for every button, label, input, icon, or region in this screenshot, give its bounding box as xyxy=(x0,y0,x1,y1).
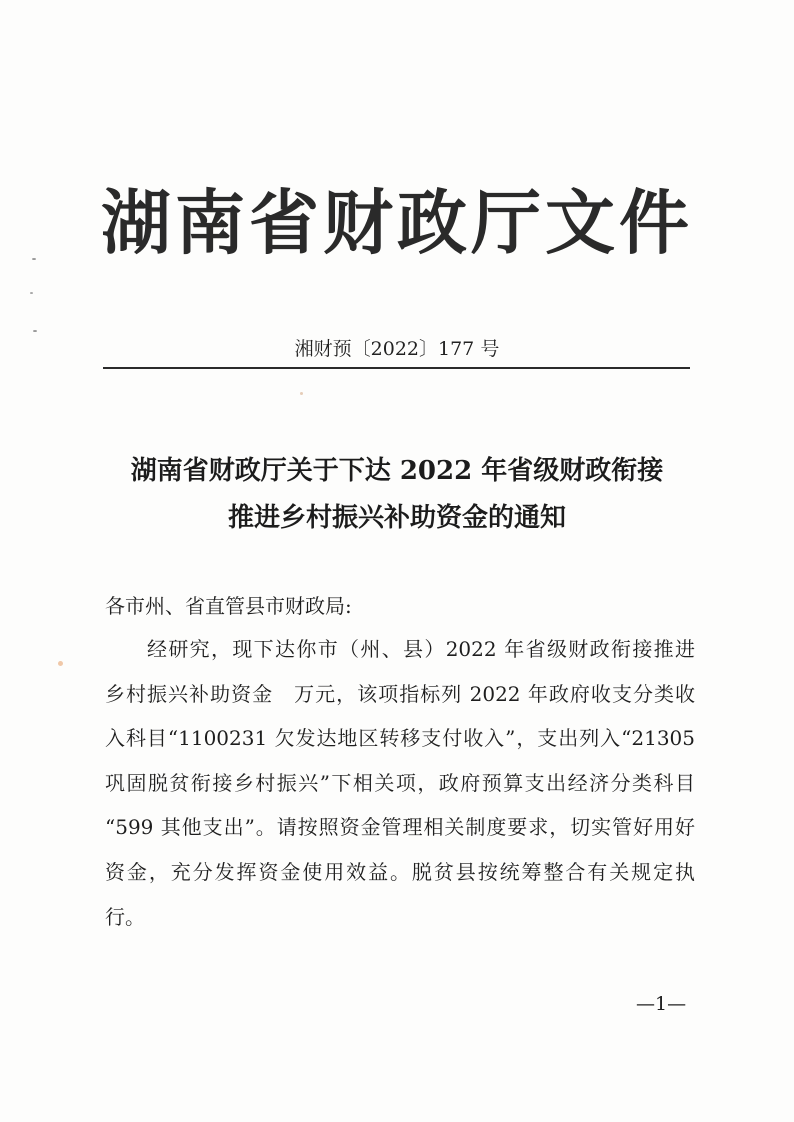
body-line: 入科目“1100231 欠发达地区转移支付收入”，支出列入“21305 xyxy=(105,726,695,751)
body-line: 巩固脱贫衔接乡村振兴”下相关项，政府预算支出经济分类科目 xyxy=(105,770,695,795)
scan-mark xyxy=(30,292,33,294)
title-line: 推进乡村振兴补助资金的通知 xyxy=(227,503,566,533)
scan-mark xyxy=(300,392,303,395)
body-line: 乡村振兴补助资金 万元，该项指标列 2022 年政府收支分类收 xyxy=(105,681,695,706)
salutation: 各市州、省直管县市财政局: xyxy=(105,594,352,618)
scan-mark xyxy=(33,330,37,332)
body-line: 经研究，现下达你市（州、县）2022 年省级财政衔接推进 xyxy=(147,637,695,661)
scan-mark xyxy=(58,661,63,666)
title-line: 湖南省财政厅关于下达 2022 年省级财政衔接 xyxy=(130,456,664,486)
body-paragraph xyxy=(105,634,695,946)
header-divider-line xyxy=(103,367,690,369)
body-line: 资金，充分发挥资金使用效益。脱贫县按统筹整合有关规定执 xyxy=(105,859,695,884)
document-title xyxy=(0,448,794,542)
scan-mark xyxy=(32,258,36,260)
document-number: 湘财预〔2022〕177 号 xyxy=(294,338,500,360)
page-number: —1— xyxy=(636,993,687,1015)
document-masthead: 湖南省财政厅文件 xyxy=(101,182,693,264)
body-line: “599 其他支出”。请按照资金管理相关制度要求，切实管好用好 xyxy=(105,815,695,840)
body-line: 行。 xyxy=(105,904,145,929)
